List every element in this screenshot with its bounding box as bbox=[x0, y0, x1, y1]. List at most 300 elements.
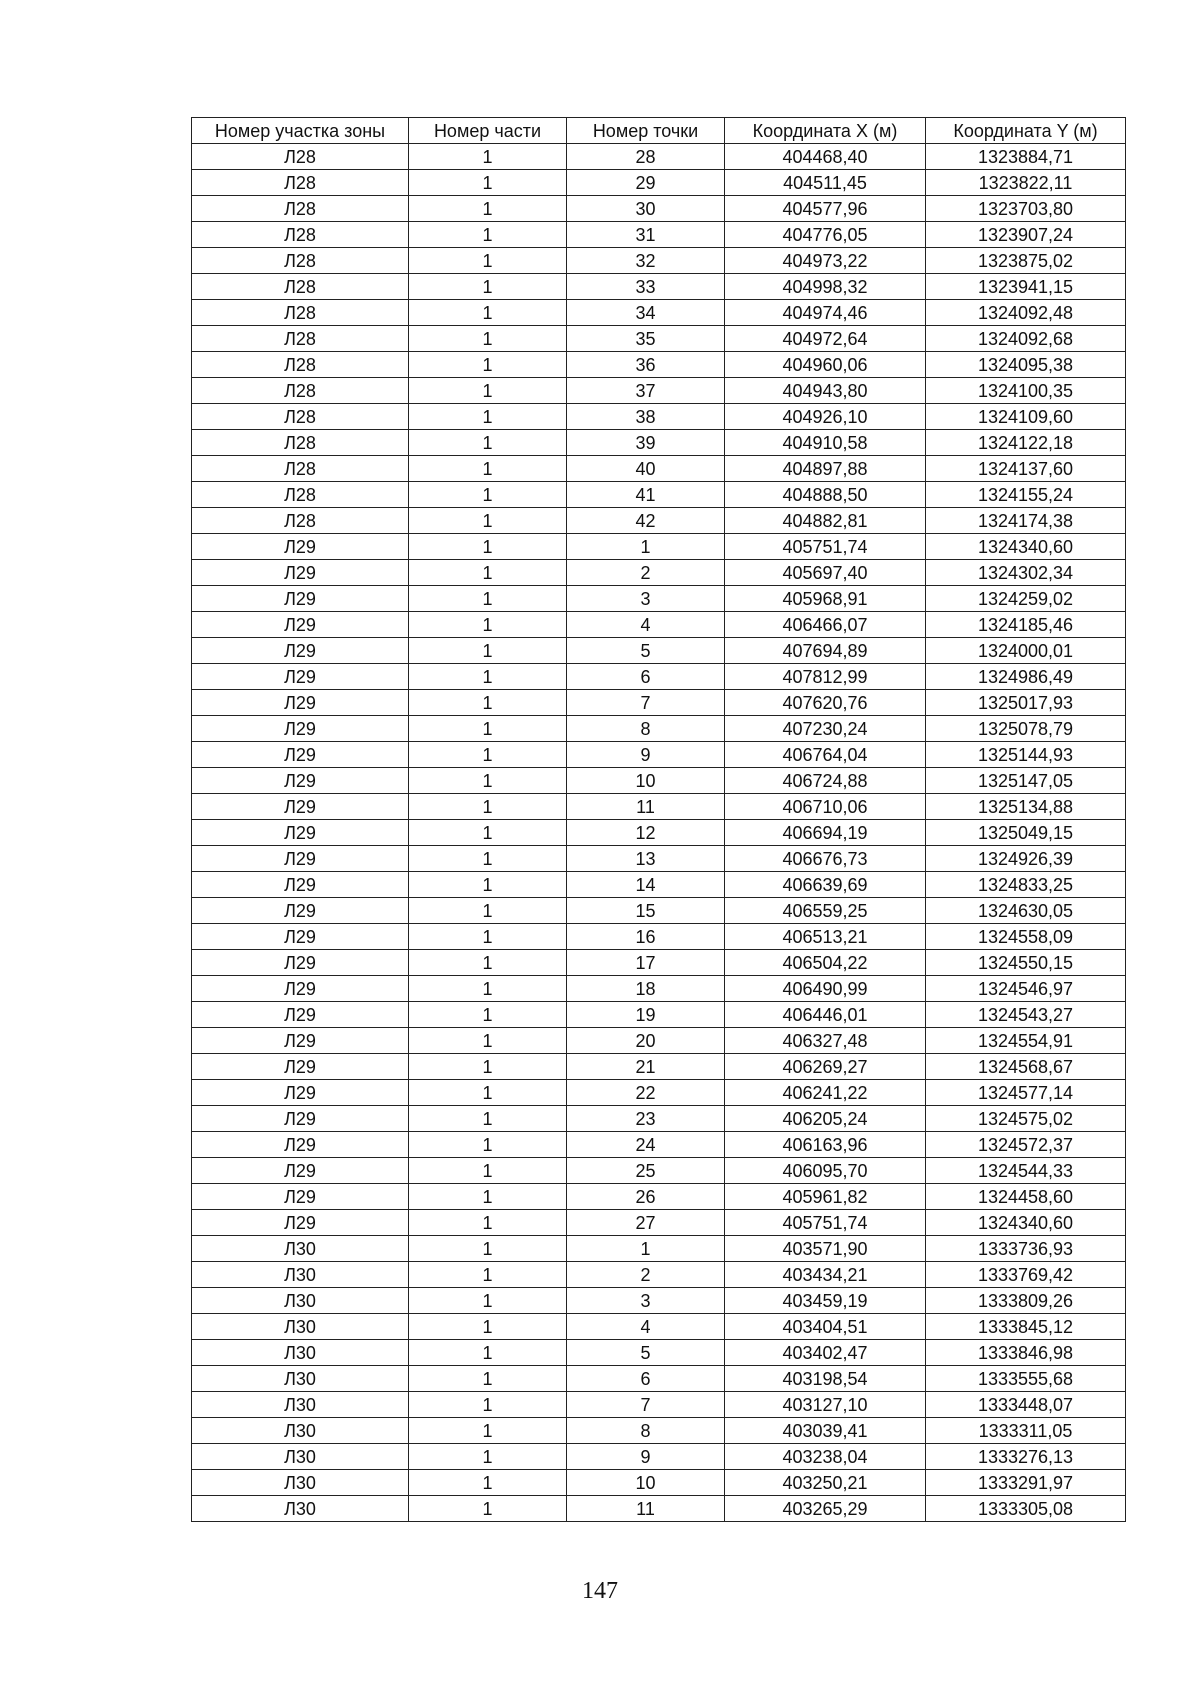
zone-section-cell: Л28 bbox=[192, 274, 409, 300]
coordinate-y-cell: 1325049,15 bbox=[926, 820, 1126, 846]
coordinate-y-cell: 1324100,35 bbox=[926, 378, 1126, 404]
coordinate-y-cell: 1323822,11 bbox=[926, 170, 1126, 196]
table-row bbox=[192, 950, 1126, 976]
part-number-cell: 1 bbox=[409, 456, 567, 482]
zone-section-cell: Л29 bbox=[192, 1158, 409, 1184]
zone-section-cell: Л28 bbox=[192, 456, 409, 482]
point-number-cell: 34 bbox=[567, 300, 725, 326]
coordinate-x-cell: 405961,82 bbox=[725, 1184, 926, 1210]
part-number-cell: 1 bbox=[409, 1314, 567, 1340]
coordinate-x-cell: 406724,88 bbox=[725, 768, 926, 794]
zone-section-cell: Л28 bbox=[192, 378, 409, 404]
part-number-cell: 1 bbox=[409, 1028, 567, 1054]
point-number-cell: 36 bbox=[567, 352, 725, 378]
table-row bbox=[192, 326, 1126, 352]
table-row bbox=[192, 1366, 1126, 1392]
coordinate-x-cell: 407694,89 bbox=[725, 638, 926, 664]
point-number-cell: 29 bbox=[567, 170, 725, 196]
header-coordinate-y: Координата Y (м) bbox=[926, 118, 1126, 144]
coordinate-x-cell: 404511,45 bbox=[725, 170, 926, 196]
zone-section-cell: Л29 bbox=[192, 560, 409, 586]
part-number-cell: 1 bbox=[409, 508, 567, 534]
point-number-cell: 9 bbox=[567, 742, 725, 768]
table-row bbox=[192, 560, 1126, 586]
table-row bbox=[192, 404, 1126, 430]
table-row bbox=[192, 1392, 1126, 1418]
coordinate-x-cell: 406513,21 bbox=[725, 924, 926, 950]
part-number-cell: 1 bbox=[409, 898, 567, 924]
coordinate-x-cell: 407812,99 bbox=[725, 664, 926, 690]
point-number-cell: 10 bbox=[567, 1470, 725, 1496]
point-number-cell: 20 bbox=[567, 1028, 725, 1054]
table-header bbox=[192, 118, 1126, 144]
part-number-cell: 1 bbox=[409, 1158, 567, 1184]
coordinate-x-cell: 404577,96 bbox=[725, 196, 926, 222]
table-row bbox=[192, 196, 1126, 222]
point-number-cell: 6 bbox=[567, 1366, 725, 1392]
table-row bbox=[192, 378, 1126, 404]
table-row bbox=[192, 1496, 1126, 1522]
part-number-cell: 1 bbox=[409, 820, 567, 846]
zone-section-cell: Л28 bbox=[192, 300, 409, 326]
coordinate-x-cell: 403434,21 bbox=[725, 1262, 926, 1288]
point-number-cell: 3 bbox=[567, 586, 725, 612]
table-row bbox=[192, 1288, 1126, 1314]
point-number-cell: 6 bbox=[567, 664, 725, 690]
point-number-cell: 8 bbox=[567, 1418, 725, 1444]
coordinate-x-cell: 404882,81 bbox=[725, 508, 926, 534]
part-number-cell: 1 bbox=[409, 794, 567, 820]
point-number-cell: 5 bbox=[567, 1340, 725, 1366]
point-number-cell: 18 bbox=[567, 976, 725, 1002]
coordinate-x-cell: 403127,10 bbox=[725, 1392, 926, 1418]
zone-section-cell: Л28 bbox=[192, 144, 409, 170]
coordinate-y-cell: 1325017,93 bbox=[926, 690, 1126, 716]
zone-section-cell: Л29 bbox=[192, 638, 409, 664]
coordinate-x-cell: 407230,24 bbox=[725, 716, 926, 742]
coordinate-y-cell: 1324986,49 bbox=[926, 664, 1126, 690]
coordinate-y-cell: 1324572,37 bbox=[926, 1132, 1126, 1158]
point-number-cell: 5 bbox=[567, 638, 725, 664]
part-number-cell: 1 bbox=[409, 612, 567, 638]
part-number-cell: 1 bbox=[409, 144, 567, 170]
coordinate-y-cell: 1324544,33 bbox=[926, 1158, 1126, 1184]
part-number-cell: 1 bbox=[409, 248, 567, 274]
part-number-cell: 1 bbox=[409, 352, 567, 378]
zone-section-cell: Л28 bbox=[192, 170, 409, 196]
point-number-cell: 2 bbox=[567, 560, 725, 586]
zone-section-cell: Л29 bbox=[192, 768, 409, 794]
header-coordinate-x: Координата X (м) bbox=[725, 118, 926, 144]
coordinate-y-cell: 1333276,13 bbox=[926, 1444, 1126, 1470]
zone-section-cell: Л29 bbox=[192, 742, 409, 768]
part-number-cell: 1 bbox=[409, 222, 567, 248]
coordinate-x-cell: 403404,51 bbox=[725, 1314, 926, 1340]
table-row bbox=[192, 976, 1126, 1002]
table-row bbox=[192, 1080, 1126, 1106]
part-number-cell: 1 bbox=[409, 1288, 567, 1314]
point-number-cell: 16 bbox=[567, 924, 725, 950]
point-number-cell: 40 bbox=[567, 456, 725, 482]
coordinate-y-cell: 1324543,27 bbox=[926, 1002, 1126, 1028]
coordinate-x-cell: 403265,29 bbox=[725, 1496, 926, 1522]
zone-section-cell: Л29 bbox=[192, 794, 409, 820]
point-number-cell: 14 bbox=[567, 872, 725, 898]
zone-section-cell: Л29 bbox=[192, 716, 409, 742]
coordinate-y-cell: 1333809,26 bbox=[926, 1288, 1126, 1314]
zone-section-cell: Л29 bbox=[192, 1002, 409, 1028]
table-row bbox=[192, 1340, 1126, 1366]
part-number-cell: 1 bbox=[409, 950, 567, 976]
table-row bbox=[192, 898, 1126, 924]
table-row bbox=[192, 274, 1126, 300]
table-row bbox=[192, 1002, 1126, 1028]
coordinate-y-cell: 1324546,97 bbox=[926, 976, 1126, 1002]
point-number-cell: 19 bbox=[567, 1002, 725, 1028]
coordinate-y-cell: 1323703,80 bbox=[926, 196, 1126, 222]
zone-section-cell: Л28 bbox=[192, 326, 409, 352]
point-number-cell: 35 bbox=[567, 326, 725, 352]
part-number-cell: 1 bbox=[409, 170, 567, 196]
table-row bbox=[192, 222, 1126, 248]
header-point-number: Номер точки bbox=[567, 118, 725, 144]
point-number-cell: 30 bbox=[567, 196, 725, 222]
coordinate-y-cell: 1324833,25 bbox=[926, 872, 1126, 898]
point-number-cell: 13 bbox=[567, 846, 725, 872]
part-number-cell: 1 bbox=[409, 1418, 567, 1444]
part-number-cell: 1 bbox=[409, 196, 567, 222]
table-row bbox=[192, 1418, 1126, 1444]
table-row bbox=[192, 300, 1126, 326]
coordinate-x-cell: 406710,06 bbox=[725, 794, 926, 820]
zone-section-cell: Л30 bbox=[192, 1288, 409, 1314]
zone-section-cell: Л29 bbox=[192, 820, 409, 846]
table-row bbox=[192, 924, 1126, 950]
coordinate-y-cell: 1324095,38 bbox=[926, 352, 1126, 378]
point-number-cell: 26 bbox=[567, 1184, 725, 1210]
coordinate-y-cell: 1325134,88 bbox=[926, 794, 1126, 820]
zone-section-cell: Л30 bbox=[192, 1340, 409, 1366]
coordinate-y-cell: 1324630,05 bbox=[926, 898, 1126, 924]
zone-section-cell: Л28 bbox=[192, 248, 409, 274]
table-row bbox=[192, 1210, 1126, 1236]
zone-section-cell: Л29 bbox=[192, 612, 409, 638]
coordinate-x-cell: 404468,40 bbox=[725, 144, 926, 170]
coordinate-y-cell: 1324458,60 bbox=[926, 1184, 1126, 1210]
coordinate-y-cell: 1324122,18 bbox=[926, 430, 1126, 456]
zone-section-cell: Л30 bbox=[192, 1470, 409, 1496]
coordinate-y-cell: 1333448,07 bbox=[926, 1392, 1126, 1418]
coordinate-x-cell: 405751,74 bbox=[725, 534, 926, 560]
coordinate-x-cell: 406163,96 bbox=[725, 1132, 926, 1158]
coordinate-x-cell: 405697,40 bbox=[725, 560, 926, 586]
zone-section-cell: Л29 bbox=[192, 898, 409, 924]
point-number-cell: 17 bbox=[567, 950, 725, 976]
zone-section-cell: Л29 bbox=[192, 1106, 409, 1132]
coordinate-x-cell: 403571,90 bbox=[725, 1236, 926, 1262]
table-row bbox=[192, 352, 1126, 378]
point-number-cell: 11 bbox=[567, 794, 725, 820]
part-number-cell: 1 bbox=[409, 586, 567, 612]
part-number-cell: 1 bbox=[409, 976, 567, 1002]
coordinate-y-cell: 1325147,05 bbox=[926, 768, 1126, 794]
coordinate-x-cell: 404998,32 bbox=[725, 274, 926, 300]
header-zone-section-number: Номер участка зоны bbox=[192, 118, 409, 144]
part-number-cell: 1 bbox=[409, 326, 567, 352]
point-number-cell: 15 bbox=[567, 898, 725, 924]
part-number-cell: 1 bbox=[409, 716, 567, 742]
table-row bbox=[192, 612, 1126, 638]
part-number-cell: 1 bbox=[409, 1054, 567, 1080]
point-number-cell: 2 bbox=[567, 1262, 725, 1288]
table-row bbox=[192, 1184, 1126, 1210]
point-number-cell: 33 bbox=[567, 274, 725, 300]
point-number-cell: 25 bbox=[567, 1158, 725, 1184]
part-number-cell: 1 bbox=[409, 482, 567, 508]
zone-section-cell: Л30 bbox=[192, 1366, 409, 1392]
part-number-cell: 1 bbox=[409, 664, 567, 690]
zone-section-cell: Л29 bbox=[192, 872, 409, 898]
table-row bbox=[192, 1158, 1126, 1184]
zone-section-cell: Л30 bbox=[192, 1262, 409, 1288]
coordinate-y-cell: 1324558,09 bbox=[926, 924, 1126, 950]
table-row bbox=[192, 846, 1126, 872]
zone-section-cell: Л30 bbox=[192, 1236, 409, 1262]
zone-section-cell: Л29 bbox=[192, 846, 409, 872]
coordinate-y-cell: 1333555,68 bbox=[926, 1366, 1126, 1392]
zone-section-cell: Л29 bbox=[192, 586, 409, 612]
table-row bbox=[192, 1028, 1126, 1054]
part-number-cell: 1 bbox=[409, 430, 567, 456]
zone-section-cell: Л29 bbox=[192, 950, 409, 976]
coordinate-y-cell: 1333305,08 bbox=[926, 1496, 1126, 1522]
point-number-cell: 28 bbox=[567, 144, 725, 170]
coordinate-y-cell: 1324550,15 bbox=[926, 950, 1126, 976]
coordinate-y-cell: 1324092,48 bbox=[926, 300, 1126, 326]
table-row bbox=[192, 1132, 1126, 1158]
table-row bbox=[192, 144, 1126, 170]
coordinate-y-cell: 1324340,60 bbox=[926, 1210, 1126, 1236]
point-number-cell: 32 bbox=[567, 248, 725, 274]
coordinate-x-cell: 404910,58 bbox=[725, 430, 926, 456]
coordinate-y-cell: 1324109,60 bbox=[926, 404, 1126, 430]
table-row bbox=[192, 1470, 1126, 1496]
coordinate-y-cell: 1324577,14 bbox=[926, 1080, 1126, 1106]
zone-section-cell: Л30 bbox=[192, 1392, 409, 1418]
coordinate-y-cell: 1324340,60 bbox=[926, 534, 1126, 560]
part-number-cell: 1 bbox=[409, 742, 567, 768]
table-row bbox=[192, 638, 1126, 664]
zone-section-cell: Л29 bbox=[192, 976, 409, 1002]
zone-section-cell: Л29 bbox=[192, 1184, 409, 1210]
point-number-cell: 41 bbox=[567, 482, 725, 508]
table-row bbox=[192, 664, 1126, 690]
part-number-cell: 1 bbox=[409, 1236, 567, 1262]
coordinate-x-cell: 404888,50 bbox=[725, 482, 926, 508]
point-number-cell: 24 bbox=[567, 1132, 725, 1158]
table-row bbox=[192, 170, 1126, 196]
part-number-cell: 1 bbox=[409, 1210, 567, 1236]
coordinate-x-cell: 406446,01 bbox=[725, 1002, 926, 1028]
zone-section-cell: Л29 bbox=[192, 1132, 409, 1158]
zone-section-cell: Л28 bbox=[192, 196, 409, 222]
zone-section-cell: Л28 bbox=[192, 222, 409, 248]
table-row bbox=[192, 1106, 1126, 1132]
coordinate-y-cell: 1333736,93 bbox=[926, 1236, 1126, 1262]
table-body bbox=[192, 144, 1126, 1522]
point-number-cell: 38 bbox=[567, 404, 725, 430]
coordinate-x-cell: 406764,04 bbox=[725, 742, 926, 768]
coordinate-x-cell: 406205,24 bbox=[725, 1106, 926, 1132]
table-row bbox=[192, 1236, 1126, 1262]
part-number-cell: 1 bbox=[409, 1470, 567, 1496]
coordinate-x-cell: 406327,48 bbox=[725, 1028, 926, 1054]
zone-section-cell: Л28 bbox=[192, 508, 409, 534]
point-number-cell: 8 bbox=[567, 716, 725, 742]
part-number-cell: 1 bbox=[409, 1392, 567, 1418]
part-number-cell: 1 bbox=[409, 274, 567, 300]
coordinate-y-cell: 1324568,67 bbox=[926, 1054, 1126, 1080]
part-number-cell: 1 bbox=[409, 1132, 567, 1158]
part-number-cell: 1 bbox=[409, 1366, 567, 1392]
coordinate-y-cell: 1333311,05 bbox=[926, 1418, 1126, 1444]
coordinate-x-cell: 403238,04 bbox=[725, 1444, 926, 1470]
coordinate-y-cell: 1324137,60 bbox=[926, 456, 1126, 482]
coordinate-y-cell: 1324926,39 bbox=[926, 846, 1126, 872]
point-number-cell: 1 bbox=[567, 534, 725, 560]
table-row bbox=[192, 456, 1126, 482]
coordinate-x-cell: 406466,07 bbox=[725, 612, 926, 638]
part-number-cell: 1 bbox=[409, 846, 567, 872]
coordinate-x-cell: 404960,06 bbox=[725, 352, 926, 378]
coordinate-x-cell: 404973,22 bbox=[725, 248, 926, 274]
coordinate-x-cell: 404926,10 bbox=[725, 404, 926, 430]
coordinate-x-cell: 406694,19 bbox=[725, 820, 926, 846]
table-row bbox=[192, 820, 1126, 846]
coordinate-x-cell: 406504,22 bbox=[725, 950, 926, 976]
zone-section-cell: Л29 bbox=[192, 690, 409, 716]
coordinate-x-cell: 406676,73 bbox=[725, 846, 926, 872]
coordinate-x-cell: 406095,70 bbox=[725, 1158, 926, 1184]
zone-section-cell: Л30 bbox=[192, 1444, 409, 1470]
part-number-cell: 1 bbox=[409, 1002, 567, 1028]
coordinate-y-cell: 1324185,46 bbox=[926, 612, 1126, 638]
part-number-cell: 1 bbox=[409, 924, 567, 950]
coordinate-x-cell: 405751,74 bbox=[725, 1210, 926, 1236]
point-number-cell: 12 bbox=[567, 820, 725, 846]
coordinate-y-cell: 1323875,02 bbox=[926, 248, 1126, 274]
zone-section-cell: Л28 bbox=[192, 430, 409, 456]
coordinate-x-cell: 406241,22 bbox=[725, 1080, 926, 1106]
coordinate-y-cell: 1324155,24 bbox=[926, 482, 1126, 508]
table-row bbox=[192, 742, 1126, 768]
table-row bbox=[192, 768, 1126, 794]
coordinate-x-cell: 403402,47 bbox=[725, 1340, 926, 1366]
part-number-cell: 1 bbox=[409, 872, 567, 898]
part-number-cell: 1 bbox=[409, 638, 567, 664]
coordinate-y-cell: 1324554,91 bbox=[926, 1028, 1126, 1054]
zone-section-cell: Л28 bbox=[192, 482, 409, 508]
coordinate-y-cell: 1324302,34 bbox=[926, 560, 1126, 586]
zone-section-cell: Л30 bbox=[192, 1496, 409, 1522]
point-number-cell: 9 bbox=[567, 1444, 725, 1470]
point-number-cell: 27 bbox=[567, 1210, 725, 1236]
part-number-cell: 1 bbox=[409, 378, 567, 404]
table-row bbox=[192, 248, 1126, 274]
point-number-cell: 39 bbox=[567, 430, 725, 456]
coordinate-x-cell: 404974,46 bbox=[725, 300, 926, 326]
part-number-cell: 1 bbox=[409, 560, 567, 586]
coordinate-y-cell: 1324575,02 bbox=[926, 1106, 1126, 1132]
table-row bbox=[192, 1314, 1126, 1340]
table-row bbox=[192, 690, 1126, 716]
point-number-cell: 42 bbox=[567, 508, 725, 534]
table-row bbox=[192, 872, 1126, 898]
part-number-cell: 1 bbox=[409, 1262, 567, 1288]
point-number-cell: 11 bbox=[567, 1496, 725, 1522]
table-row bbox=[192, 508, 1126, 534]
coordinate-y-cell: 1324259,02 bbox=[926, 586, 1126, 612]
part-number-cell: 1 bbox=[409, 1106, 567, 1132]
point-number-cell: 22 bbox=[567, 1080, 725, 1106]
zone-section-cell: Л30 bbox=[192, 1314, 409, 1340]
part-number-cell: 1 bbox=[409, 534, 567, 560]
table-row bbox=[192, 1444, 1126, 1470]
part-number-cell: 1 bbox=[409, 404, 567, 430]
coordinate-y-cell: 1323907,24 bbox=[926, 222, 1126, 248]
zone-section-cell: Л29 bbox=[192, 924, 409, 950]
point-number-cell: 31 bbox=[567, 222, 725, 248]
part-number-cell: 1 bbox=[409, 1080, 567, 1106]
coordinate-x-cell: 406269,27 bbox=[725, 1054, 926, 1080]
zone-section-cell: Л28 bbox=[192, 352, 409, 378]
part-number-cell: 1 bbox=[409, 1496, 567, 1522]
zone-section-cell: Л28 bbox=[192, 404, 409, 430]
coordinate-y-cell: 1333845,12 bbox=[926, 1314, 1126, 1340]
coordinate-y-cell: 1333769,42 bbox=[926, 1262, 1126, 1288]
coordinate-x-cell: 404776,05 bbox=[725, 222, 926, 248]
coordinate-y-cell: 1325078,79 bbox=[926, 716, 1126, 742]
coordinates-table bbox=[191, 117, 1126, 1522]
coordinate-y-cell: 1323941,15 bbox=[926, 274, 1126, 300]
coordinate-x-cell: 405968,91 bbox=[725, 586, 926, 612]
coordinate-x-cell: 407620,76 bbox=[725, 690, 926, 716]
part-number-cell: 1 bbox=[409, 1444, 567, 1470]
table-row bbox=[192, 1262, 1126, 1288]
table-row bbox=[192, 482, 1126, 508]
table-row bbox=[192, 430, 1126, 456]
part-number-cell: 1 bbox=[409, 1340, 567, 1366]
point-number-cell: 4 bbox=[567, 612, 725, 638]
coordinate-y-cell: 1325144,93 bbox=[926, 742, 1126, 768]
coordinate-x-cell: 404972,64 bbox=[725, 326, 926, 352]
point-number-cell: 4 bbox=[567, 1314, 725, 1340]
point-number-cell: 7 bbox=[567, 1392, 725, 1418]
coordinate-x-cell: 403250,21 bbox=[725, 1470, 926, 1496]
table-row bbox=[192, 1054, 1126, 1080]
point-number-cell: 23 bbox=[567, 1106, 725, 1132]
coordinate-y-cell: 1324174,38 bbox=[926, 508, 1126, 534]
part-number-cell: 1 bbox=[409, 690, 567, 716]
coordinate-x-cell: 406639,69 bbox=[725, 872, 926, 898]
point-number-cell: 37 bbox=[567, 378, 725, 404]
coordinate-x-cell: 404943,80 bbox=[725, 378, 926, 404]
point-number-cell: 1 bbox=[567, 1236, 725, 1262]
table-row bbox=[192, 716, 1126, 742]
header-row bbox=[192, 118, 1126, 144]
coordinate-x-cell: 403198,54 bbox=[725, 1366, 926, 1392]
coordinate-x-cell: 404897,88 bbox=[725, 456, 926, 482]
